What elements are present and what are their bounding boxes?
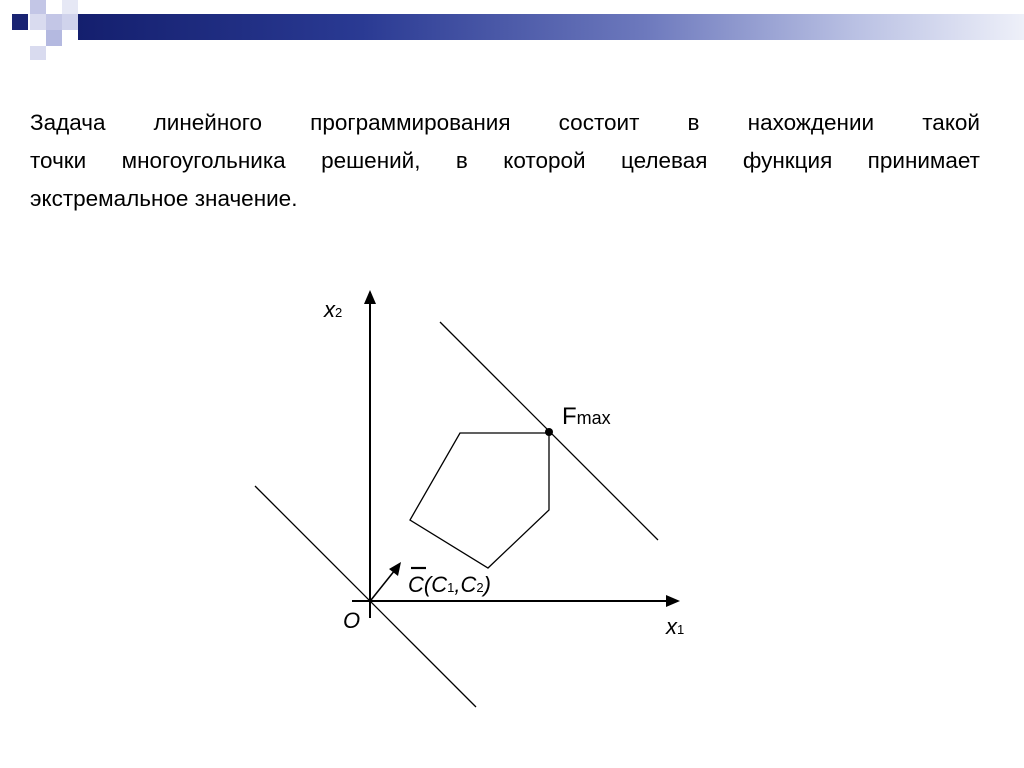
gradient-vector-arrowhead: [389, 562, 401, 576]
paragraph-line: экстремальное значение.: [30, 186, 298, 211]
paragraph-line: точки многоугольника решений, в которой целевая функция принимает: [30, 148, 980, 173]
x2-axis-label: x2: [324, 297, 343, 322]
fmax-label: Fmax: [562, 403, 611, 430]
solution-polygon: [410, 433, 549, 568]
fmax-point: [545, 428, 553, 436]
vector-label: C(C1,C2): [408, 572, 491, 597]
origin-label: O: [343, 608, 361, 633]
x1-axis-arrow: [666, 595, 680, 607]
gradient-vector: [371, 570, 395, 600]
x2-axis-arrow: [364, 290, 376, 304]
paragraph-line: Задача линейного программирования состоит в нахождении такой: [30, 110, 980, 135]
x1-axis-label: x1: [666, 614, 685, 639]
